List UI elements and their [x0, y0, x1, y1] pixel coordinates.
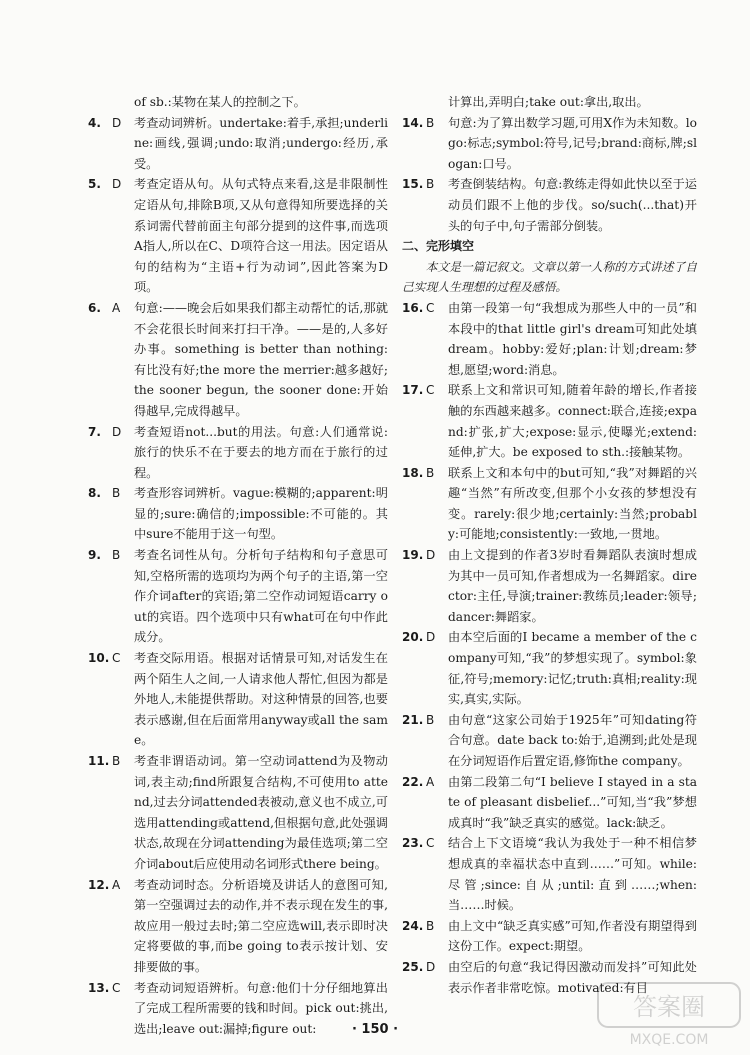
answer-letter: C	[112, 980, 121, 995]
page-number: · 150 ·	[351, 1022, 399, 1037]
answer-letter: D	[112, 424, 122, 439]
answer-letter: A	[426, 774, 435, 789]
answer-letter: C	[426, 836, 435, 851]
left-column	[88, 92, 388, 1039]
right-lead-text: 计算出,弄明白;take out:拿出,取出。	[448, 95, 649, 109]
answer-entry	[88, 483, 388, 545]
question-number: 7.	[88, 424, 101, 439]
answer-letter: B	[426, 918, 435, 933]
explanation-text: 句意:为了算出数学习题,可用X作为未知数。logo:标志;symbol:符号,记号;brand:商标,牌;slogan:口号。	[448, 115, 697, 171]
question-number: 13.	[88, 980, 110, 995]
explanation-text: 由空后的句意“我记得因激动而发抖”可知此处表示作者非常吃惊。motivated:有目	[448, 959, 697, 995]
right-entries-b	[402, 298, 697, 998]
answer-entry	[402, 113, 697, 175]
answer-letter: B	[112, 486, 121, 501]
answer-letter: A	[112, 300, 121, 315]
answer-entry	[402, 627, 697, 709]
watermark-line1: 答案圈	[633, 993, 705, 1021]
answer-entry	[88, 648, 388, 751]
answer-entry	[402, 380, 697, 462]
question-number: 21.	[402, 712, 424, 727]
question-number: 11.	[88, 754, 110, 768]
answer-entry	[88, 875, 388, 978]
explanation-text: 结合上下文语境“我认为我处于一种不相信梦想成真的幸福状态中直到……”可知。while:尽管;since:自从;until:直到……;when:当……时候。	[448, 836, 697, 913]
answer-entry	[402, 298, 697, 380]
question-number: 20.	[402, 630, 424, 645]
answer-entry	[402, 833, 697, 915]
explanation-text: 联系上文和本句中的but可知,“我”对舞蹈的兴趣“当然”有所改变,但那个小女孩的梦想没有变。rarely:很少地;certainly:当然;probably:可能地;consistently:一致地,一贯地。	[448, 465, 697, 542]
explanation-text: 由本空后面的I became a member of the company可知,“我”的梦想实现了。symbol:象征,符号;memory:记忆;truth:真相;reality:现实,真实,实际。	[448, 630, 697, 707]
answer-letter: D	[112, 115, 122, 130]
answer-letter: D	[426, 548, 436, 563]
explanation-text: 考查非谓语动词。第一空动词attend为及物动词,表主动;find所跟复合结构,不可使用to attend,过去分词attended表被动,意义也不成立,可选用attending或attend,但根据句意,此处强调状态,故现在分词attending为最佳选项;第二空介词about后应使用动名词形式there being。	[134, 754, 388, 871]
right-entries-a	[402, 113, 697, 237]
left-entries	[88, 113, 388, 1040]
answer-letter: B	[112, 754, 121, 768]
question-number: 16.	[402, 300, 424, 315]
answer-entry	[402, 916, 697, 957]
answer-entry	[88, 422, 388, 484]
question-number: 15.	[402, 177, 424, 192]
explanation-text: 考查动词辨析。undertake:着手,承担;underline:画线,强调;undo:取消;undergo:经历,承受。	[134, 115, 388, 171]
answer-entry	[402, 772, 697, 834]
question-number: 24.	[402, 918, 424, 933]
explanation-text: 由第一段第一句“我想成为那些人中的一员”和本段中的that little girl's dream可知此处填dream。hobby:爱好;plan:计划;dream:梦想,愿望;word:消息。	[448, 300, 697, 377]
explanation-text: 考查倒装结构。句意:教练走得如此快以至于运动员们跟不上他的步伐。so/such(...that)开头的句子中,句子需部分倒装。	[448, 177, 697, 233]
answer-letter: B	[112, 548, 121, 563]
explanation-text: 考查动词短语辨析。句意:他们十分仔细地算出了完成工程所需要的钱和时间。pick out:挑出,选出;leave out:漏掉;figure out:	[134, 980, 388, 1036]
explanation-text: 由上文中“缺乏真实感”可知,作者没有期望得到这份工作。expect:期望。	[448, 918, 697, 954]
answer-letter: A	[112, 877, 121, 892]
answer-entry	[88, 298, 388, 422]
answer-letter: B	[426, 465, 435, 480]
answer-letter: C	[426, 300, 435, 315]
section-title: 二、完形填空	[402, 239, 475, 254]
answer-letter: D	[426, 630, 436, 645]
watermark-line2: MXQE.COM	[629, 1032, 709, 1048]
answer-entry	[88, 751, 388, 875]
explanation-text: 考查短语not...but的用法。句意:人们通常说:旅行的快乐不在于要去的地方而在于旅行的过程。	[134, 424, 388, 480]
left-lead-text: of sb.:某物在某人的控制之下。	[134, 95, 306, 109]
question-number: 10.	[88, 651, 110, 666]
question-number: 8.	[88, 486, 101, 501]
question-number: 14.	[402, 115, 424, 130]
watermark-logo	[594, 979, 744, 1049]
question-number: 6.	[88, 300, 101, 315]
explanation-text: 考查交际用语。根据对话情景可知,对话发生在两个陌生人之间,一人请求他人帮忙,但因为都是外地人,未能提供帮助。对这种情景的回答,也要表示感谢,但在后面常用anyway或all the same。	[134, 651, 388, 748]
answer-letter: B	[426, 115, 435, 130]
explanation-text: 考查名词性从句。分析句子结构和句子意思可知,空格所需的选项均为两个句子的主语,第一空作介词after的宾语;第二空作动词短语carry out的宾语。四个选项中只有what可在句中作此成分。	[134, 548, 388, 645]
question-number: 25.	[402, 959, 424, 974]
answer-letter: C	[112, 651, 121, 666]
answer-entry	[88, 545, 388, 648]
question-number: 19.	[402, 548, 424, 563]
question-number: 22.	[402, 774, 424, 789]
answer-entry	[402, 710, 697, 772]
right-column	[402, 92, 697, 998]
explanation-text: 句意:——晚会后如果我们都主动帮忙的话,那就不会花很长时间来打扫干净。——是的,人多好办事。something is better than nothing:有比没有好;the more the merrier:越多越好;the sooner begun, the sooner done:开始得越早,完成得越早。	[134, 300, 388, 418]
answer-letter: B	[426, 177, 435, 192]
explanation-text: 考查动词时态。分析语境及讲话人的意图可知,第一空强调过去的动作,并不表示现在发生的事,故应用一般过去时;第二空应选will,表示即时决定将要做的事,而be going to表示按计划、安排要做的事。	[134, 877, 388, 974]
section-intro: 本文是一篇记叙文。文章以第一人称的方式讲述了自己实现人生理想的过程及感悟。	[402, 259, 697, 295]
explanation-text: 联系上文和常识可知,随着年龄的增长,作者接触的东西越来越多。connect:联合,连接;expand:扩张,扩大;expose:显示,使曝光;extend:延伸,扩大。be exposed to sth.:接触某物。	[448, 383, 697, 460]
explanation-text: 考查定语从句。从句式特点来看,这是非限制性定语从句,排除B项,又从句意得知所要选择的关系词需代替前面主句部分提到的这件事,而选项A指人,所以在C、D项符合这一用法。因定语从句的结构为“主语+行为动词”,因此答案为D项。	[134, 177, 388, 295]
question-number: 4.	[88, 115, 101, 130]
question-number: 23.	[402, 836, 424, 851]
question-number: 17.	[402, 383, 424, 398]
answer-letter: D	[426, 959, 436, 974]
explanation-text: 由第二段第二句“I believe I stayed in a state of pleasant disbelief...”可知,当“我”梦想成真时“我”缺乏真实的感觉。lack:缺乏。	[448, 774, 697, 830]
answer-letter: B	[426, 712, 435, 727]
question-number: 18.	[402, 465, 424, 480]
explanation-text: 由上文提到的作者3岁时看舞蹈队表演时想成为其中一员可知,作者想成为一名舞蹈家。director:主任,导演;trainer:教练员;leader:领导;dancer:舞蹈家。	[448, 548, 697, 624]
explanation-text: 考查形容词辨析。vague:模糊的;apparent:明显的;sure:确信的;impossible:不可能的。其中sure不能用于这一句型。	[134, 486, 388, 542]
answer-letter: C	[426, 383, 435, 398]
answer-entry	[402, 545, 697, 627]
answer-entry	[88, 113, 388, 175]
question-number: 5.	[88, 177, 101, 192]
question-number: 9.	[88, 548, 101, 563]
answer-entry	[88, 174, 388, 298]
answer-entry	[402, 174, 697, 236]
answer-entry	[402, 463, 697, 545]
answer-letter: D	[112, 177, 122, 192]
explanation-text: 由句意“这家公司始于1925年”可知dating符合句意。date back to:始于,追溯到;此处是现在分词短语作后置定语,修饰the company。	[448, 712, 697, 768]
question-number: 12.	[88, 877, 110, 892]
